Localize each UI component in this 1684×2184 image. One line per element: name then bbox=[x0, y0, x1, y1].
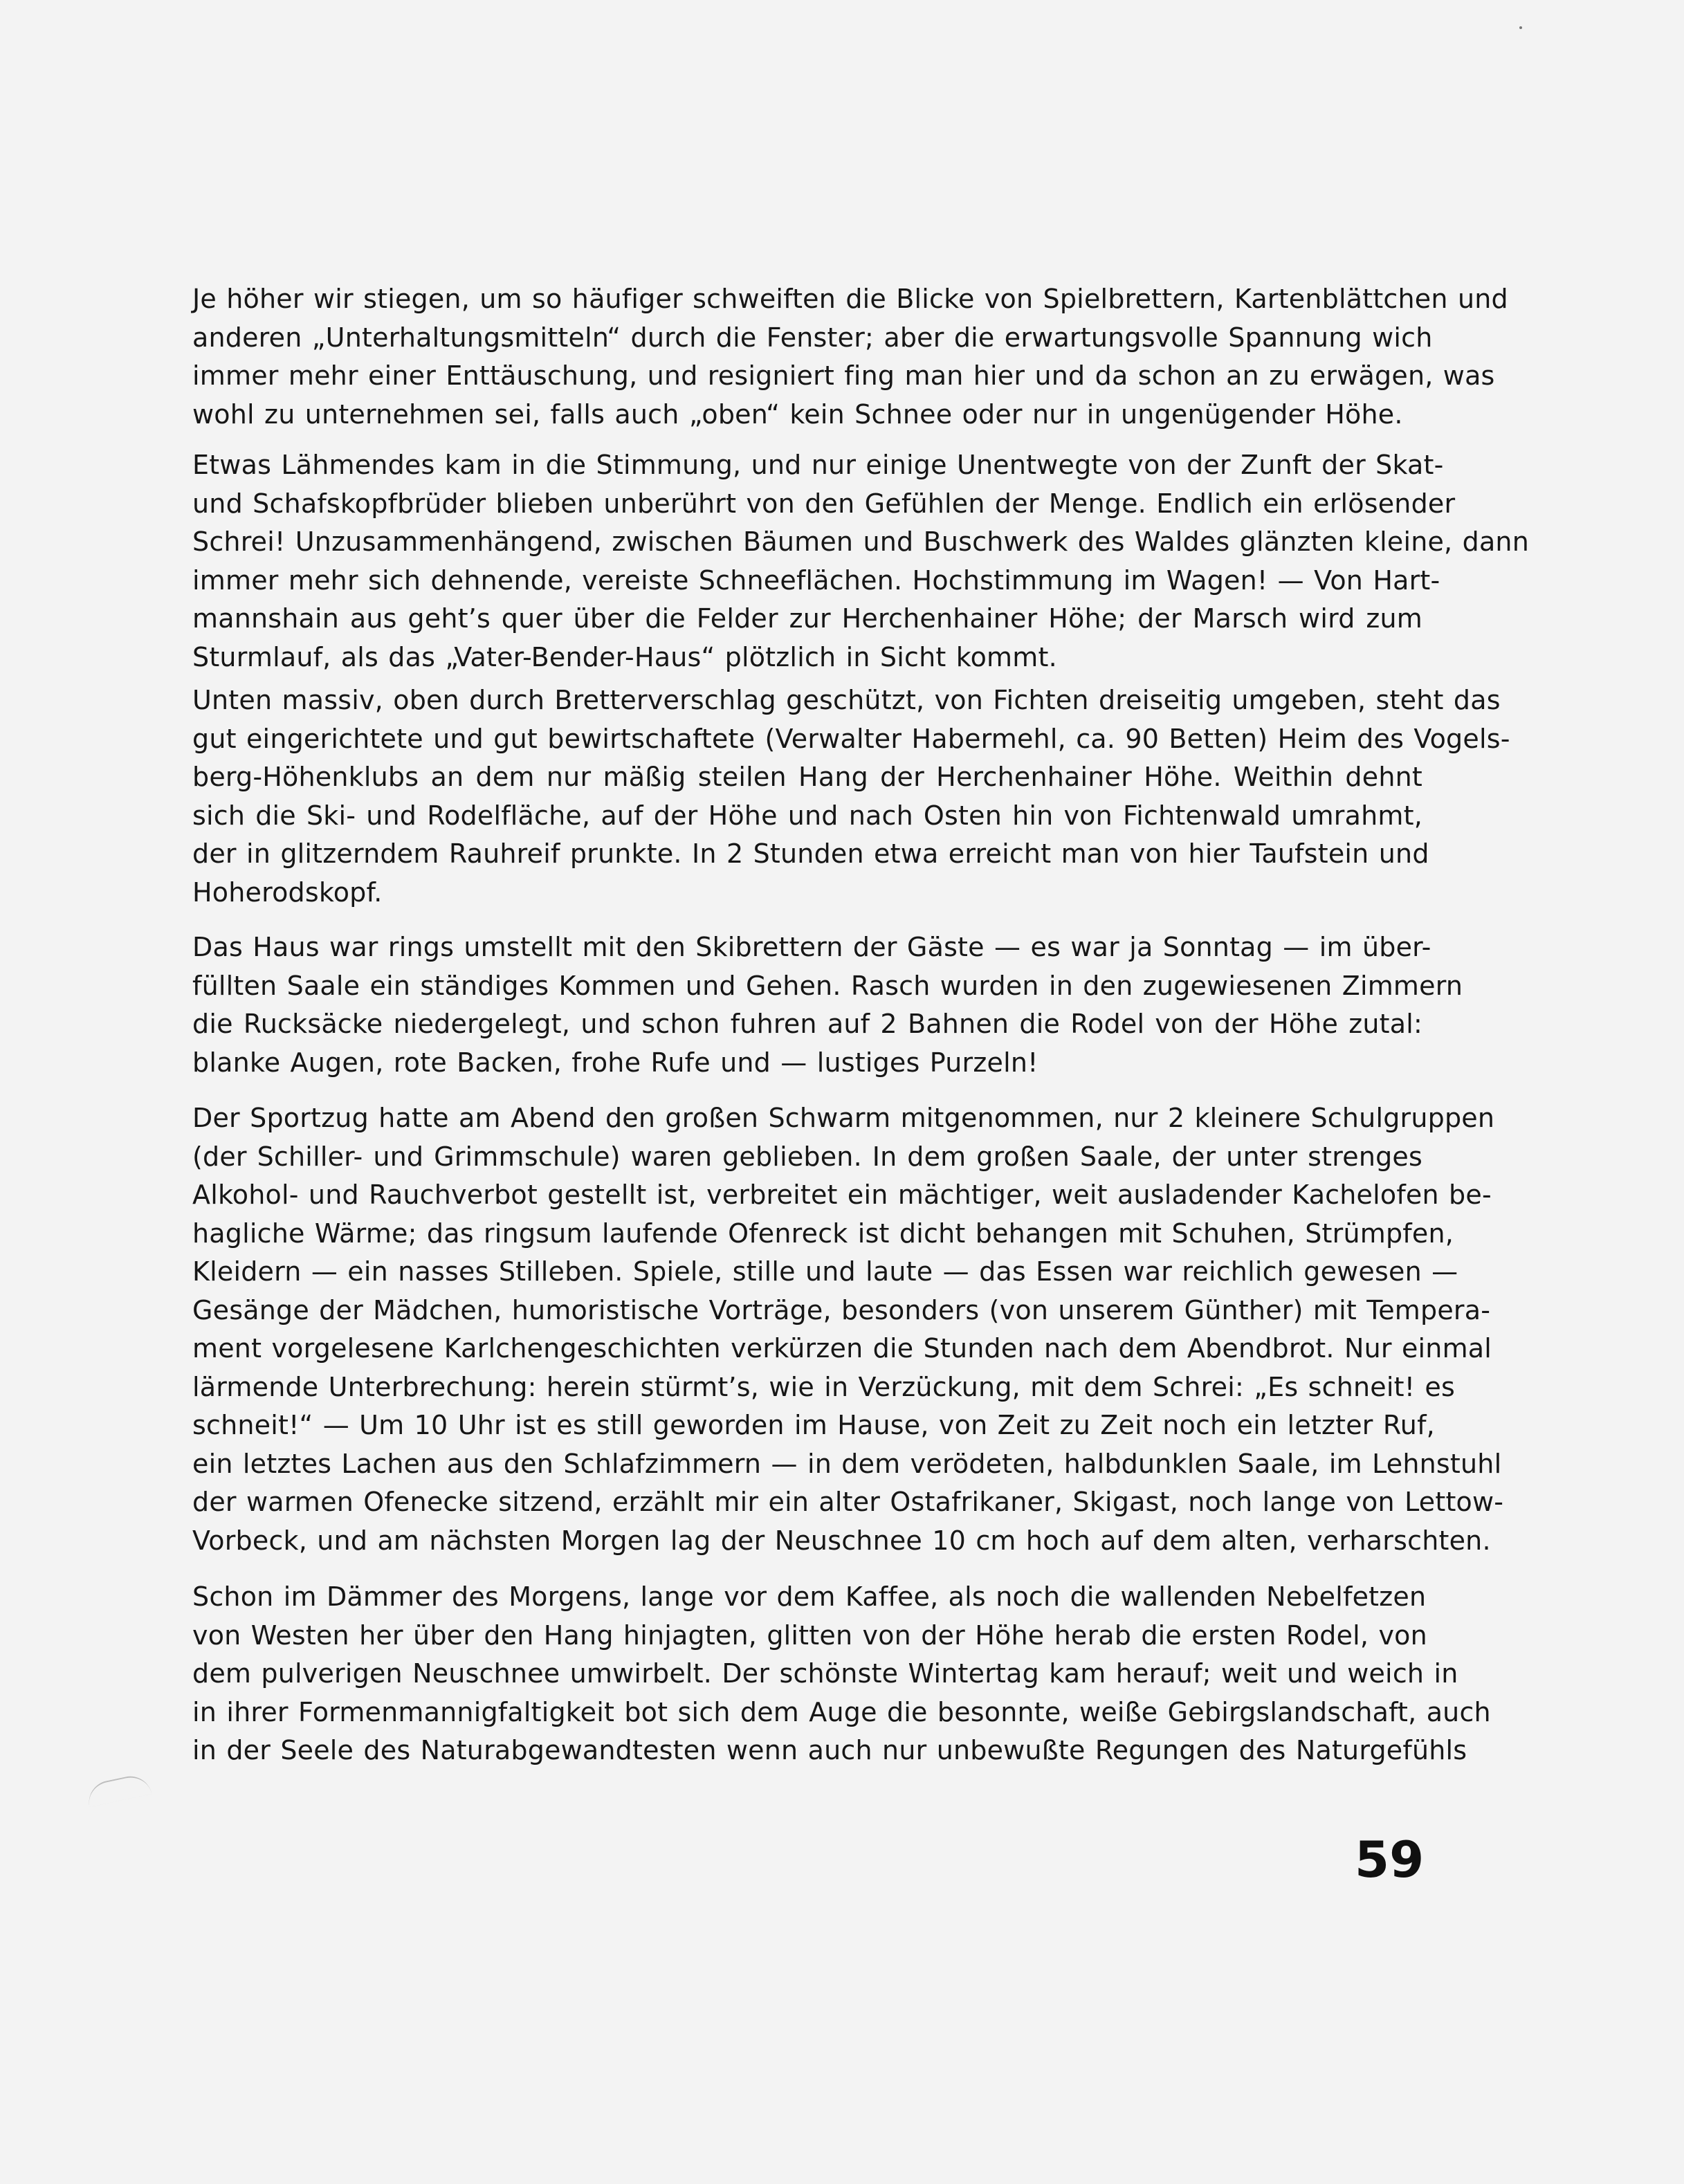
text-line: in der Seele des Naturabgewandtesten wenn auch nur unbewußte Regungen des Naturgefühls bbox=[192, 1735, 1467, 1765]
text-line: dem pulverigen Neuschnee umwirbelt. Der schönste Wintertag kam herauf; weit und weich in bbox=[192, 1658, 1458, 1689]
text-line: anderen „Unterhaltungsmitteln“ durch die Fenster; aber die erwartungsvolle Spannung wich bbox=[192, 322, 1433, 353]
text-line: sich die Ski- und Rodelfläche, auf der Höhe und nach Osten hin von Fichtenwald umrahmt, bbox=[192, 800, 1422, 831]
text-line: Je höher wir stiegen, um so häufiger schweiften die Blicke von Spielbrettern, Kartenblättchen und bbox=[192, 284, 1508, 314]
text-line: schneit!“ — Um 10 Uhr ist es still geworden im Hause, von Zeit zu Zeit noch ein letzter Ruf, bbox=[192, 1410, 1435, 1440]
text-line: der warmen Ofenecke sitzend, erzählt mir ein alter Ostafrikaner, Skigast, noch lange von Lettow- bbox=[192, 1487, 1504, 1517]
text-line: wohl zu unternehmen sei, falls auch „oben“ kein Schnee oder nur in ungenügender Höhe. bbox=[192, 398, 1403, 430]
text-line: Schon im Dämmer des Morgens, lange vor dem Kaffee, als noch die wallenden Nebelfetzen bbox=[192, 1581, 1427, 1612]
text-line: in ihrer Formenmannigfaltigkeit bot sich dem Auge die besonnte, weiße Gebirgslandschaft, auch bbox=[192, 1696, 1491, 1727]
text-line: ein letztes Lachen aus den Schlafzimmern — in dem verödeten, halbdunklen Saale, im Lehnstuhl bbox=[192, 1448, 1502, 1479]
text-line: Gesänge der Mädchen, humoristische Vorträge, besonders (von unserem Günther) mit Tempera- bbox=[192, 1294, 1491, 1325]
text-line: lärmende Unterbrechung: herein stürmt’s, wie in Verzückung, mit dem Schrei: „Es schneit! es bbox=[192, 1371, 1456, 1402]
text-line: der in glitzerndem Rauhreif prunkte. In 2 Stunden etwa erreicht man von hier Taufstein und bbox=[192, 838, 1429, 869]
text-line: immer mehr einer Enttäuschung, und resigniert fing man hier und da schon an zu erwägen, was bbox=[192, 360, 1495, 391]
text-line: immer mehr sich dehnende, vereiste Schneeflächen. Hochstimmung im Wagen! — Von Hart- bbox=[192, 565, 1440, 596]
text-line: blanke Augen, rote Backen, frohe Rufe und — lustiges Purzeln! bbox=[192, 1047, 1038, 1078]
text-line: mannshain aus geht’s quer über die Felder zur Herchenhainer Höhe; der Marsch wird zum bbox=[192, 603, 1422, 634]
paragraph-1 bbox=[192, 280, 1508, 434]
text-line: Hoherodskopf. bbox=[192, 877, 383, 908]
text-line: füllten Saale ein ständiges Kommen und Gehen. Rasch wurden in den zugewiesenen Zimmern bbox=[192, 970, 1463, 1001]
text-line: Sturmlauf, als das „Vater-Bender-Haus“ plötzlich in Sicht kommt. bbox=[192, 641, 1057, 672]
scan-speck bbox=[1519, 26, 1522, 29]
paragraph-3 bbox=[192, 681, 1510, 912]
text-line: hagliche Wärme; das ringsum laufende Ofenreck ist dicht behangen mit Schuhen, Strümpfen, bbox=[192, 1218, 1454, 1249]
page-number: 59 bbox=[1355, 1830, 1425, 1889]
text-line: Das Haus war rings umstellt mit den Skibrettern der Gäste — es war ja Sonntag — im über- bbox=[192, 932, 1431, 962]
text-line: Kleidern — ein nasses Stilleben. Spiele, stille und laute — das Essen war reichlich gewesen — bbox=[192, 1256, 1458, 1287]
text-line: und Schafskopfbrüder blieben unberührt von den Gefühlen der Menge. Endlich ein erlösender bbox=[192, 488, 1456, 519]
text-line: Etwas Lähmendes kam in die Stimmung, und nur einige Unentwegte von der Zunft der Skat- bbox=[192, 450, 1444, 480]
text-line: (der Schiller- und Grimmschule) waren geblieben. In dem großen Saale, der unter strenges bbox=[192, 1141, 1422, 1172]
paragraph-4 bbox=[192, 928, 1463, 1082]
text-line: von Westen her über den Hang hinjagten, glitten von der Höhe herab die ersten Rodel, von bbox=[192, 1619, 1427, 1651]
paragraph-5 bbox=[192, 1099, 1504, 1560]
text-line: Der Sportzug hatte am Abend den großen Schwarm mitgenommen, nur 2 kleinere Schulgruppen bbox=[192, 1103, 1495, 1133]
text-line: Vorbeck, und am nächsten Morgen lag der Neuschnee 10 cm hoch auf dem alten, verharschten. bbox=[192, 1525, 1491, 1556]
paragraph-2 bbox=[192, 446, 1529, 677]
body-text bbox=[192, 280, 1529, 1770]
text-line: ment vorgelesene Karlchengeschichten verkürzen die Stunden nach dem Abendbrot. Nur einmal bbox=[192, 1333, 1492, 1364]
text-line: Schrei! Unzusammenhängend, zwischen Bäumen und Buschwerk des Waldes glänzten kleine, dann bbox=[192, 526, 1529, 557]
text-line: die Rucksäcke niedergelegt, und schon fuhren auf 2 Bahnen die Rodel von der Höhe zutal: bbox=[192, 1009, 1422, 1039]
paragraph-6 bbox=[192, 1578, 1491, 1770]
text-line: gut eingerichtete und gut bewirtschaftete (Verwalter Habermehl, ca. 90 Betten) Heim des Vogels- bbox=[192, 723, 1510, 754]
scan-mark bbox=[85, 1772, 152, 1807]
text-line: berg-Höhenklubs an dem nur mäßig steilen Hang der Herchenhainer Höhe. Weithin dehnt bbox=[192, 762, 1422, 792]
text-line: Alkohol- und Rauchverbot gestellt ist, verbreitet ein mächtiger, weit ausladender Kachelofen be- bbox=[192, 1180, 1492, 1210]
text-line: Unten massiv, oben durch Bretterverschlag geschützt, von Fichten dreiseitig umgeben, steht das bbox=[192, 685, 1501, 715]
